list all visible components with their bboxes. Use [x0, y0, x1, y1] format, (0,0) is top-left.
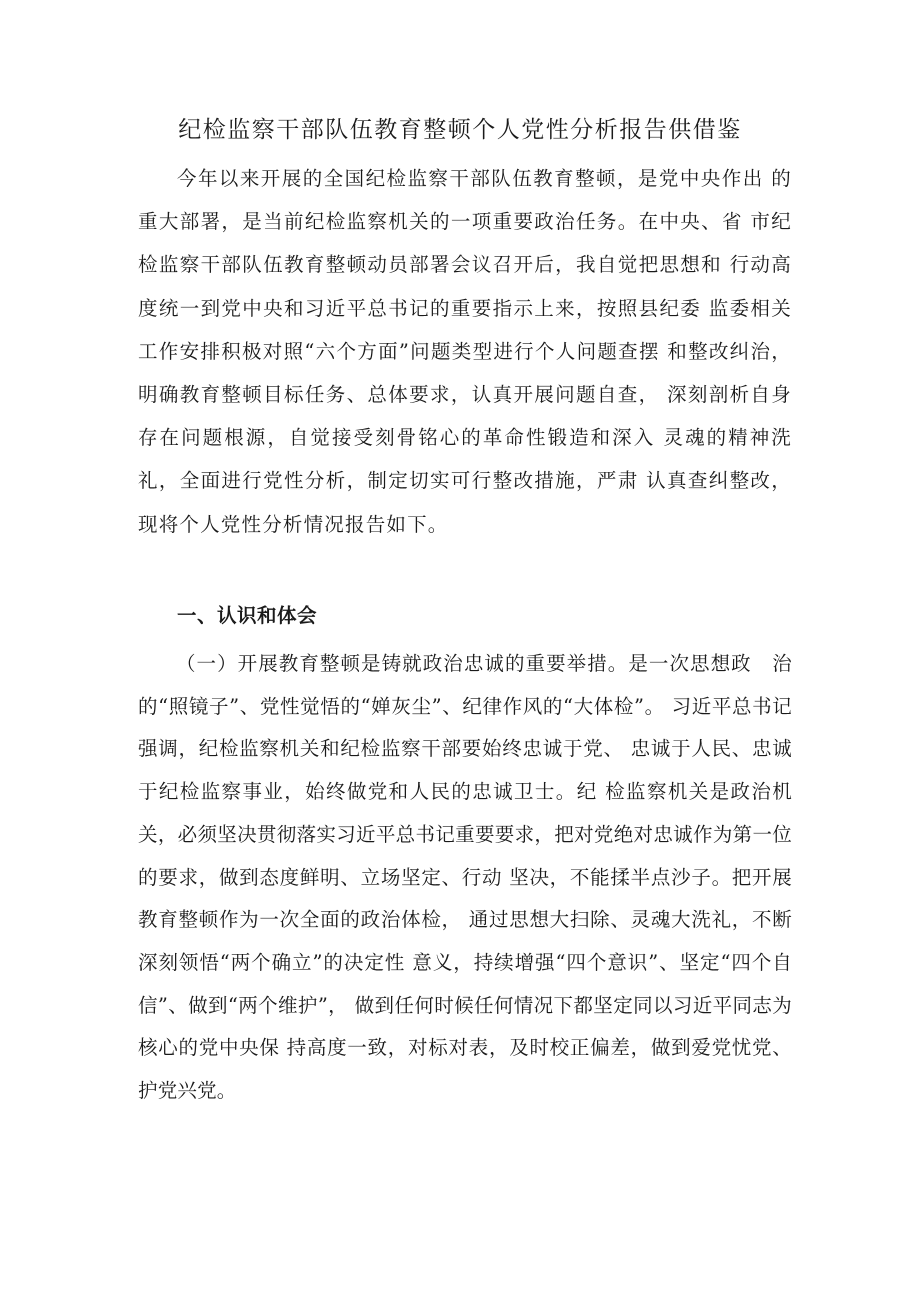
section-paragraph: （一）开展教育整顿是铸就政治忠诚的重要举措。是一次思想政 治的“照镜子”、党性觉悟的“婵灰尘”、纪律作风的“大体检”。 习近平总书记强调，纪检监察机关和纪检监察干部要始终忠诚于党、 忠诚于人民、忠诚于纪检监察事业，始终做党和人民的忠诚卫士。纪 检监察机关是政治机关，必须坚决贯彻落实习近平总书记重要要求，把对党绝对忠诚作为第一位的要求，做到态度鲜明、立场坚定、行动 坚决，不能揉半点沙子。把开展教育整顿作为一次全面的政治体检， 通过思想大扫除、灵魂大洗礼，不断深刻领悟“两个确立”的决定性 意义，持续增强“四个意识”、坚定“四个自信”、做到“两个维护”， 做到任何时候任何情况下都坚定同以习近平同志为核心的党中央保 持高度一致，对标对表，及时校正偏差，做到爱党忧党、护党兴党。: [138, 652, 792, 1103]
document-title: 纪检监察干部队伍教育整顿个人党性分析报告供借鉴: [178, 117, 742, 143]
section-heading: 一、认识和体会: [177, 604, 318, 627]
intro-paragraph: 今年以来开展的全国纪检监察干部队伍教育整顿，是党中央作出 的重大部署，是当前纪检监察机关的一项重要政治任务。在中央、省 市纪检监察干部队伍教育整顿动员部署会议召开后，我自觉把思想和 行动高度统一到党中央和习近平总书记的重要指示上来，按照县纪委 监委相关工作安排积极对照“六个方面”问题类型进行个人问题查摆 和整改纠治，明确教育整顿目标任务、总体要求，认真开展问题自查， 深刻剖析自身存在问题根源，自觉接受刻骨铭心的革命性锻造和深入 灵魂的精神洗礼，全面进行党性分析，制定切实可行整改措施，严肃 认真查纠整改，现将个人党性分析情况报告如下。: [138, 167, 792, 536]
